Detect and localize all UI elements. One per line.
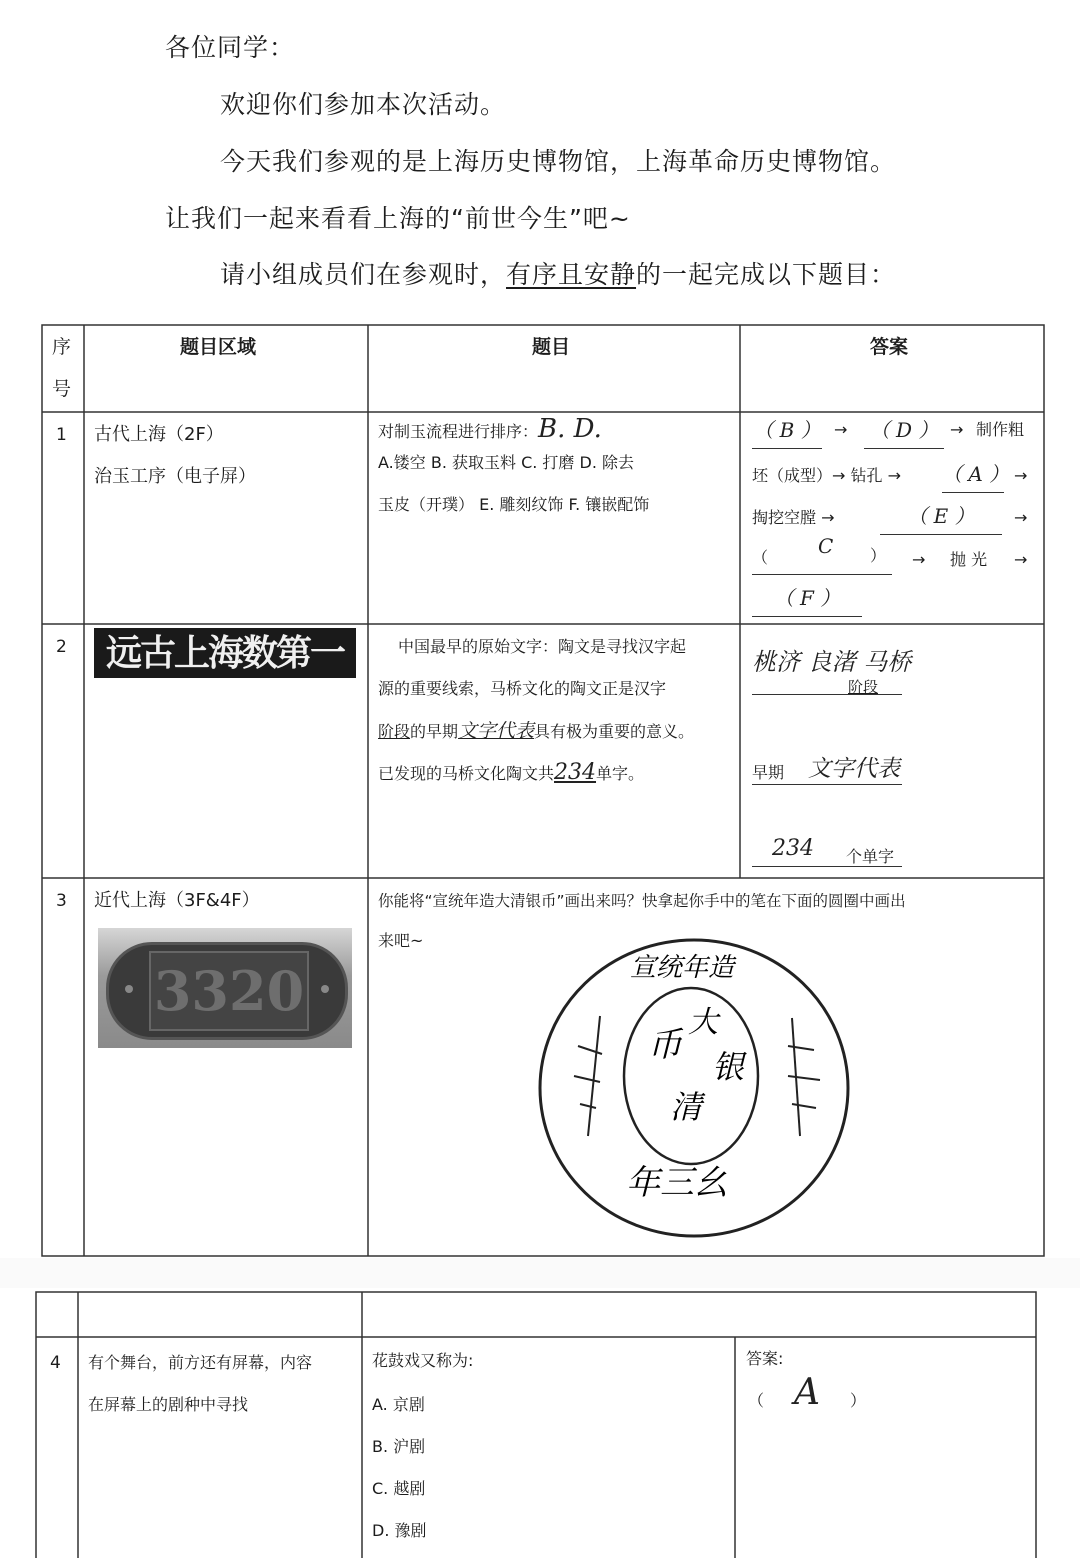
coin-left-dragon <box>588 1016 600 1136</box>
row1-answer-blank-1: （ B ） <box>752 414 822 449</box>
row2-q-4-hand: 234 <box>554 760 597 785</box>
row1-arrow-6: → <box>1014 550 1028 569</box>
row1-answer-blank-2: （ D ） <box>864 414 944 449</box>
row1-area-2: 治玉工序（电子屏） <box>94 466 256 487</box>
row2-q-4-post: 单字。 <box>596 764 645 783</box>
lets-see-line: 让我们一起来看看上海的“前世今生”吧~ <box>165 204 631 233</box>
header-answer: 答案 <box>870 336 909 358</box>
header-no-2: 号 <box>52 378 72 400</box>
row1-q-2: A.镂空 B. 获取玉料 C. 打磨 D. 除去 <box>378 453 634 472</box>
row4-option-b: B. 沪剧 <box>372 1437 426 1456</box>
header-area: 题目区域 <box>180 336 257 358</box>
coin-char-3: 银 <box>712 1048 745 1086</box>
coin-drawing <box>530 936 870 1254</box>
row1-arrow-1: → <box>834 420 848 439</box>
row1-area-1: 古代上海（2F） <box>94 424 224 445</box>
row1-answer-text-2: 坯（成型）→ 钻孔 → <box>752 466 901 485</box>
instruction-post: 的一起完成以下题目： <box>636 260 897 289</box>
row2-q-4-pre: 已发现的马桥文化陶文共 <box>378 764 555 783</box>
row4-area-2: 在屏幕上的剧种中寻找 <box>88 1395 249 1414</box>
row4-option-c: C. 越剧 <box>372 1479 426 1498</box>
header-question: 题目 <box>532 336 571 358</box>
row3-no: 3 <box>56 891 67 911</box>
row4-q-1: 花鼓戏又称为: <box>372 1351 474 1370</box>
page-gap <box>0 1258 1080 1288</box>
row4-area-1: 有个舞台，前方还有屏幕，内容 <box>88 1353 313 1372</box>
row2-q-3-hand: 文字代表 <box>458 720 535 742</box>
row1-answer-blank-5: （ C ） <box>752 540 892 575</box>
row1-answer-blank-6: （ F ） <box>752 582 862 617</box>
row1-arrow-5: → <box>912 550 926 569</box>
row2-q-3-mid: 的早期 <box>410 722 459 741</box>
coin-char-4: 清 <box>670 1088 703 1126</box>
row1-q-1-hand: B. D. <box>538 414 602 444</box>
row4-answer-close: ） <box>850 1391 867 1410</box>
row1-arrow-3: → <box>1014 466 1028 485</box>
instruction-underlined: 有序且安静 <box>506 260 637 289</box>
row1-q-3: 玉皮（开璞） E. 雕刻纹饰 F. 镶嵌配饰 <box>378 495 650 514</box>
row2-q-3-underline: 阶段 <box>378 722 411 741</box>
row2-answer-1-hand: 桃济 良渚 马桥 <box>752 648 912 676</box>
row2-no: 2 <box>56 637 67 657</box>
plaque-number: 3320 <box>149 951 309 1031</box>
row2-q-3-post: 具有极为重要的意义。 <box>534 722 695 741</box>
row1-arrow-4: → <box>1014 508 1028 527</box>
row2-answer-3-hand: 234 <box>772 836 814 861</box>
row2-answer-3 <box>752 834 902 867</box>
museum-line: 今天我们参观的是上海历史博物馆，上海革命历史博物馆。 <box>220 147 897 176</box>
plaque-dot-right <box>321 985 329 993</box>
row4-no: 4 <box>50 1353 61 1373</box>
row4-option-d: D. 豫剧 <box>372 1521 427 1540</box>
row1-answer-text-1: 制作粗 <box>976 420 1025 439</box>
coin-char-1: 大 <box>688 1005 718 1040</box>
row2-answer-2-hand: 文字代表 <box>808 756 900 782</box>
row2-q-3 <box>378 710 694 753</box>
row4-answer-hand: A <box>794 1372 820 1413</box>
row1-no: 1 <box>56 425 67 445</box>
plaque-dot-left <box>125 985 133 993</box>
row3-q-2: 来吧~ <box>378 931 424 950</box>
row1-answer-text-3: 掏挖空膛 → <box>752 508 835 527</box>
row1-arrow-2: → <box>950 420 964 439</box>
row2-answer-1-label: 阶段 <box>848 678 879 696</box>
row2-q-1: 中国最早的原始文字：陶文是寻找汉字起 <box>398 637 687 656</box>
row4-option-a: A. 京剧 <box>372 1395 425 1414</box>
row2-answer-3-label: 个单字 <box>846 847 895 866</box>
row2-banner <box>94 628 356 678</box>
row2-q-4 <box>378 752 644 795</box>
row1-q-1-text: 对制玉流程进行排序： <box>378 422 539 441</box>
row3-q-1: 你能将“宣统年造大清银币”画出来吗？快拿起你手中的笔在下面的圆圈中画出 <box>378 892 906 910</box>
coin-char-2: 币 <box>648 1025 682 1065</box>
row2-q-2: 源的重要线索，马桥文化的陶文正是汉字 <box>378 679 667 698</box>
row1-answer-blank-3: （ A ） <box>942 458 1004 493</box>
row2-answer-2 <box>752 748 902 785</box>
greeting: 各位同学： <box>165 33 296 62</box>
row4-answer-label: 答案: <box>746 1349 784 1368</box>
row3-plaque-photo <box>98 928 352 1048</box>
row1-answer-text-4: 抛 光 <box>950 550 988 569</box>
header-no-1: 序 <box>52 336 72 358</box>
row2-answer-1 <box>752 638 912 696</box>
coin-top-text: 宣统年造 <box>630 953 735 983</box>
row3-area-1: 近代上海（3F&4F） <box>94 890 260 911</box>
row2-banner-text: 远古上海数第一 <box>105 632 344 674</box>
coin-bottom-text: 年三幺 <box>626 1163 728 1203</box>
row2-answer-2-label: 早期 <box>752 763 785 782</box>
row4-answer-open: （ <box>748 1391 765 1410</box>
welcome-line: 欢迎你们参加本次活动。 <box>220 90 507 119</box>
row3-plaque <box>106 942 348 1040</box>
row1-answer-blank-4: （ E ） <box>880 500 1002 535</box>
instruction-pre: 请小组成员们在参观时， <box>220 260 507 289</box>
